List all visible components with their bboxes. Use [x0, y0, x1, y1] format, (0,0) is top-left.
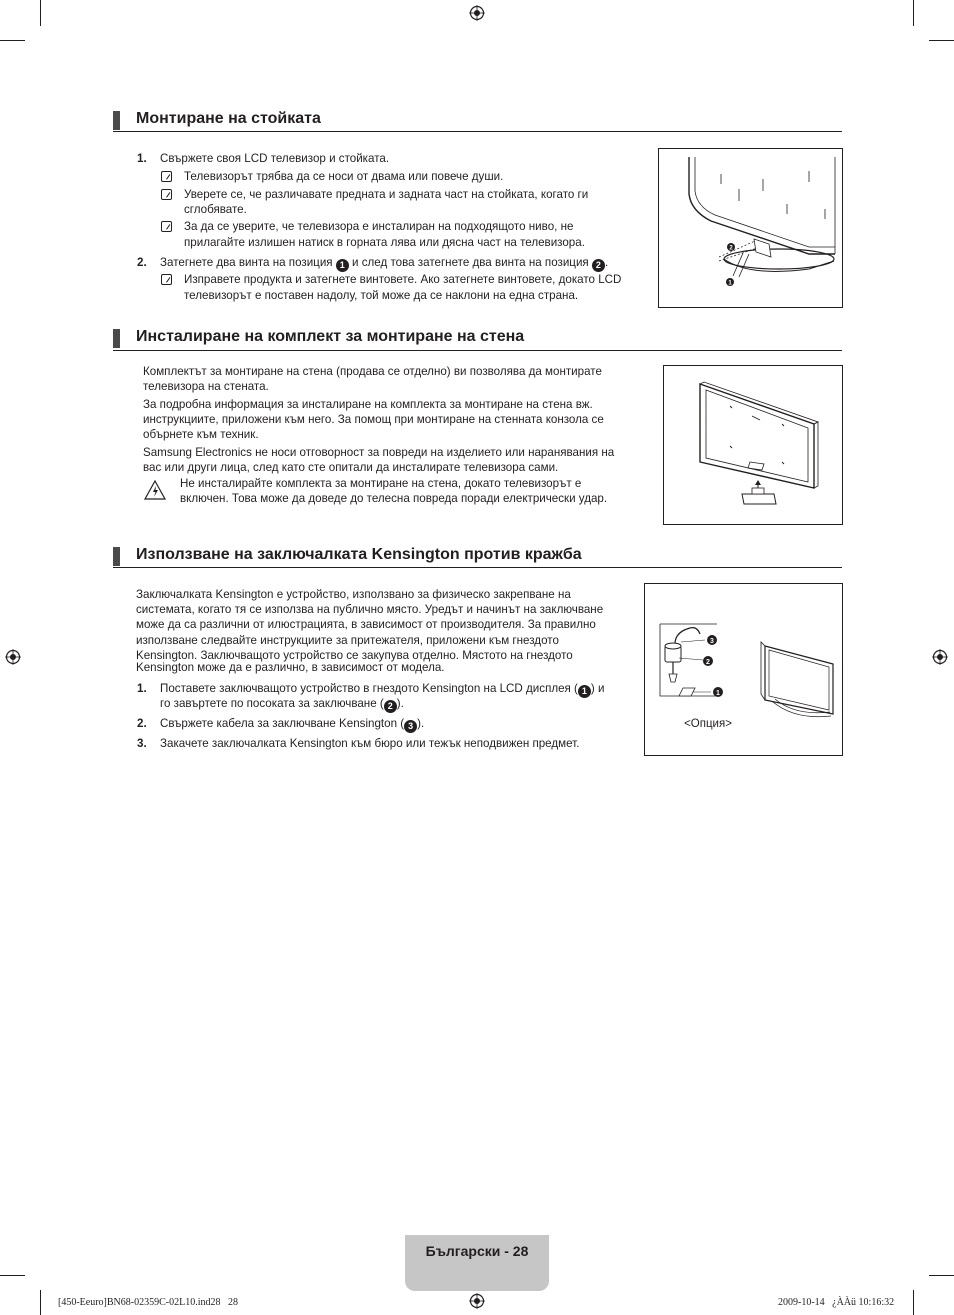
note-text: сглобявате.	[184, 203, 247, 216]
paragraph-line: инструкциите, приложени към него. За помощ при монтиране на стенната конзола се	[143, 413, 604, 426]
paragraph-line: Kensington може да е различно, в зависимост от модела.	[136, 661, 445, 674]
crop-mark	[929, 40, 954, 41]
figure-marker: 1	[716, 690, 720, 697]
figure-marker: 2	[706, 659, 710, 666]
note-icon	[161, 221, 172, 232]
position-marker: 3	[404, 720, 417, 733]
paragraph-line: Samsung Electronics не носи отговорност за повреди на изделието или наранявания на	[143, 446, 615, 459]
note-text: Уверете се, че различавате предната и задната част на стойката, когато ги	[184, 188, 589, 201]
print-slug-right: 2009-10-14 ¿ÀÀü 10:16:32	[778, 1297, 895, 1308]
section-rule	[113, 131, 842, 132]
crop-mark	[929, 1275, 954, 1276]
note-text: телевизорът е поставен надолу, той може да се наклони на една страна.	[184, 289, 579, 302]
paragraph-line: За подробна информация за инсталиране на комплекта за монтиране на стена вж.	[143, 398, 593, 411]
crop-mark	[40, 0, 41, 26]
paragraph-line: вас или други лица, след като сте опитали да инсталирате телевизора сами.	[143, 461, 559, 474]
step-text: Свържете своя LCD телевизор и стойката.	[160, 152, 390, 165]
registration-mark-icon	[469, 1293, 485, 1309]
note-icon	[161, 189, 172, 200]
note-text: За да се уверите, че телевизора е инсталиран на подходящото ниво, не	[184, 220, 574, 233]
paragraph-line: обърнете към техник.	[143, 428, 259, 441]
crop-mark	[0, 1275, 25, 1276]
stand-assembly-figure	[658, 148, 843, 308]
crop-mark	[40, 1290, 41, 1315]
figure-marker: 3	[710, 638, 714, 645]
page-number: Български - 28	[425, 1243, 529, 1259]
paragraph-line: телевизора на стената.	[143, 380, 269, 393]
section-title: Използване на заключалката Kensington против кражба	[136, 546, 582, 563]
step-number: 2.	[137, 717, 147, 730]
figure-marker: 1	[728, 280, 732, 287]
registration-mark-icon	[469, 5, 485, 21]
warning-text: Не инсталирайте комплекта за монтиране на стена, докато телевизорът е	[180, 477, 582, 490]
step-number: 1.	[137, 682, 147, 695]
step-text: Затегнете два винта на позиция 1 и след това затегнете два винта на позиция 2 .	[160, 256, 609, 270]
position-marker: 2	[384, 700, 397, 713]
kensington-lock-figure	[644, 583, 843, 756]
position-marker: 2	[592, 259, 605, 272]
print-slug-left: [450-Eeuro]BN68-02359C-02L10.ind28 28	[58, 1297, 238, 1308]
note-text: Телевизорът трябва да се носи от двама или повече души.	[184, 170, 504, 183]
section-rule	[113, 567, 842, 568]
figure-caption: <Опция>	[684, 718, 732, 730]
warning-text: включен. Това може да доведе до телесна повреда поради електрически удар.	[180, 492, 608, 505]
note-icon	[161, 274, 172, 285]
section-marker	[113, 547, 120, 566]
paragraph-line: системата, когато тя се използва на публично място. Уредът и начинът на заключване	[136, 603, 604, 616]
step-text: Свържете кабела за заключване Kensington ( 3 ).	[160, 717, 425, 731]
position-marker: 1	[336, 259, 349, 272]
section-marker	[113, 329, 120, 348]
registration-mark-icon	[932, 649, 948, 665]
paragraph-line: може да са различни от илюстрацията, в зависимост от производителя. За правилно	[136, 618, 596, 631]
step-number: 1.	[137, 152, 147, 165]
note-icon	[161, 171, 172, 182]
section-title: Инсталиране на комплект за монтиране на стена	[136, 328, 525, 345]
step-text: Поставете заключващото устройство в гнездото Kensington на LCD дисплея ( 1 ) и	[160, 682, 605, 696]
step-text: го завъртете по посоката за заключване ( 2 ).	[160, 697, 404, 711]
note-text: прилагайте излишен натиск в горната лява или дясна част на телевизора.	[184, 236, 585, 249]
crop-mark	[913, 1290, 914, 1315]
note-text: Изправете продукта и затегнете винтовете. Ако затегнете винтовете, докато LCD	[184, 273, 622, 286]
paragraph-line: използване следвайте инструкциите за притежателя, приложени към гнездото	[136, 634, 559, 647]
crop-mark	[913, 0, 914, 26]
figure-marker: 2	[729, 245, 733, 252]
crop-mark	[0, 40, 25, 41]
wall-mount-figure	[663, 365, 843, 525]
step-text: Закачете заключалката Kensington към бюро или тежък неподвижен предмет.	[160, 737, 580, 750]
kensington-lock-illustration	[645, 584, 842, 755]
warning-icon	[143, 479, 167, 501]
paragraph-line: Заключалката Kensington е устройство, използвано за физическо закрепване на	[136, 588, 571, 601]
step-number: 2.	[137, 256, 147, 269]
stand-assembly-illustration	[659, 149, 842, 307]
registration-mark-icon	[5, 649, 21, 665]
section-marker	[113, 111, 120, 130]
paragraph-line: Kensington. Заключващото устройство се закупува отделно. Мястото на гнездото	[136, 649, 573, 662]
wall-mount-illustration	[664, 366, 842, 524]
position-marker: 1	[578, 685, 591, 698]
section-title: Монтиране на стойката	[136, 110, 321, 127]
step-number: 3.	[137, 737, 147, 750]
section-rule	[113, 350, 842, 351]
paragraph-line: Комплектът за монтиране на стена (продава се отделно) ви позволява да монтирате	[143, 365, 602, 378]
